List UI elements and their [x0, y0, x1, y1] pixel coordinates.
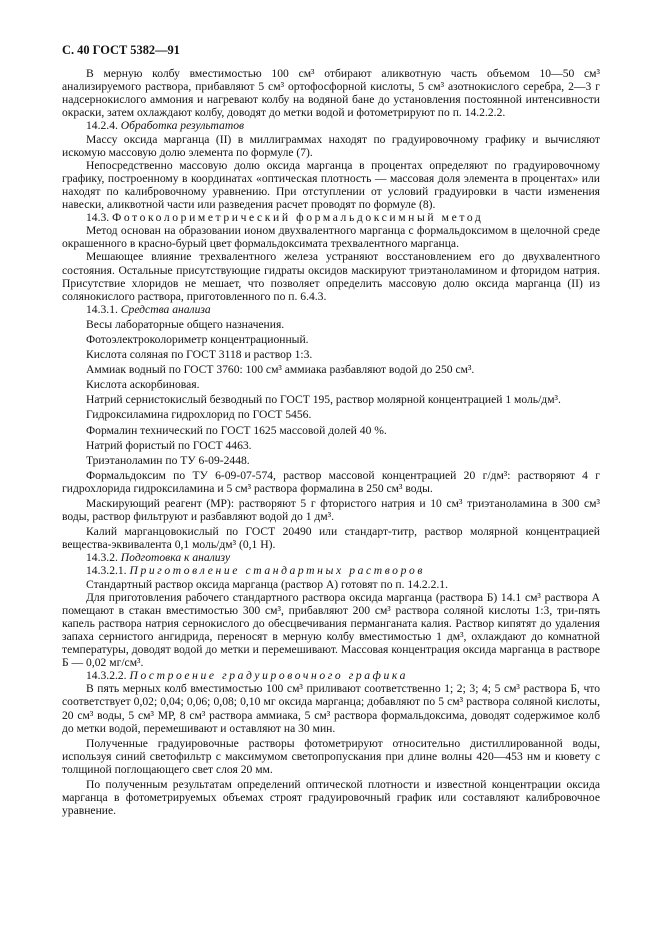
paragraph-method-basis: Метод основан на образовании ионом двухвалентного марганца с формальдоксимом в щелочной среде окрашенного в красно-бурый цвет формальдоксимата трехвалентного марганца.	[62, 224, 600, 251]
section-number: 14.3.	[86, 211, 110, 225]
section-number: 14.3.2.2.	[86, 669, 127, 683]
section-number: 14.3.2.	[86, 551, 118, 565]
list-item: Формальдоксим по ТУ 6-09-07-574, раствор массовой концентрацией 20 г/дм³: растворяют 4 г гидрохлорида гидроксиламина и 5 см³ раствора формалина в 250 см³ воды.	[62, 468, 600, 495]
document-page	[62, 44, 600, 817]
list-item: Маскирующий реагент (МР): растворяют 5 г фтористого натрия и 10 см³ триэтаноламина в 300 см³ воды, раствор фильтруют и разбавляют водой до 1 дм³.	[62, 497, 600, 524]
section-14-2-4-heading	[62, 119, 600, 132]
list-item: Фотоэлектроколориметр концентрационный.	[86, 332, 309, 346]
list-item: Кислота соляная по ГОСТ 3118 и раствор 1:3.	[86, 348, 313, 362]
paragraph-aliquot: В мерную колбу вместимостью 100 см³ отбирают аликвотную часть объемом 10—50 см³ анализируемого раствора, прибавляют 5 см³ ортофосфорной кислоты, 5 см³ азотнокислого серебра, 2—3 г надсернокислого аммония и нагревают колбу на водяной бане до установления постоянной интенсивности окраски, затем охлаждают колбу, доводят до метки водой и фотометрируют по п. 14.2.2.2.	[62, 67, 600, 120]
list-item: Весы лабораторные общего назначения.	[86, 317, 285, 331]
section-title: Обработка результатов	[120, 119, 245, 133]
list-item: Калий марганцовокислый по ГОСТ 20490 или стандарт-титр, раствор молярной концентрацией вещества-эквивалента 0,1 моль/дм³ (0,1 Н).	[62, 525, 600, 552]
paragraph-photometry: Полученные градуировочные растворы фотометрируют относительно дистиллированной воды, используя синий светофильтр с максимумом светопропускания при длине волны 420—453 нм и кювету с толщиной поглощающего свет слоя 20 мм.	[62, 736, 600, 776]
section-title: Построение градуировочного графика	[129, 669, 409, 683]
list-item: Гидроксиламина гидрохлорид по ГОСТ 5456.	[86, 408, 312, 422]
section-14-3-2-1-heading	[62, 564, 600, 577]
paragraph-calibration-flasks: В пять мерных колб вместимостью 100 см³ приливают соответственно 1; 2; 3; 4; 5 см³ раствора Б, что соответствует 0,02; 0,04; 0,06; 0,08; 0,10 мг оксида марганца; добавляют по 5 см³ раствора соляной кислоты, 20 см³ воды, 5 см³ МР, 8 см³ раствора аммиака, 5 см³ раствора формальдоксима, доводят содержимое колб до метки водой, перемешивают и оставляют на 30 мин.	[62, 682, 600, 735]
list-item: Натрий сернистокислый безводный по ГОСТ 195, раствор молярной концентрацией 1 моль/дм³.	[86, 393, 561, 407]
section-title: Подготовка к анализу	[120, 551, 231, 565]
list-item: Кислота аскорбиновая.	[86, 378, 200, 392]
section-number: 14.3.1.	[86, 302, 118, 316]
paragraph-solution-b: Для приготовления рабочего стандартного раствора оксида марганца (раствора Б) 14.1 см³ раствора А помещают в стакан вместимостью 300 см³, прибавляют 200 см³ раствора соляной кислоты 1:3, три-пять капель раствора натрия сернокислого до обесцвечивания перманганата калия. Раствор кипятят до удаления запаха сернистого ангидрида, переносят в мерную колбу вместимостью 1 дм³, охлаждают до комнатной температуры, доводят водой до метки и перемешивают. Массовая концентрация оксида марганца в растворе Б — 0,02 мг/см³.	[62, 590, 600, 670]
section-title: Фотоколориметрический формальдоксимный метод	[112, 211, 484, 225]
paragraph-mass-fraction: Непосредственно массовую долю оксида марганца в процентах определяют по градуировочному графику, построенному в координатах «оптическая плотность — массовая доля элемента в процентах» или находят по калибровочному уравнению. При отступлении от условий градуировки в части изменения навески, аликвотной части или разведения расчет проводят по формуле (8).	[62, 158, 600, 212]
section-number: 14.2.4.	[86, 119, 118, 133]
list-item: Аммиак водный по ГОСТ 3760: 100 см³ аммиака разбавляют водой до 250 см³.	[86, 363, 475, 377]
section-title: Приготовление стандартных растворов	[129, 564, 426, 578]
section-14-3-2-heading	[62, 551, 600, 564]
list-item: Триэтаноламин по ТУ 6-09-2448.	[86, 453, 250, 467]
list-item: Натрий фористый по ГОСТ 4463.	[86, 438, 252, 452]
paragraph-calibration-graph: По полученным результатам определений оптической плотности и известной концентрации оксида марганца в фотометрируемых объемах строят градуировочный график или составляют калибровочное уравнение.	[62, 777, 600, 818]
list-item: Формалин технический по ГОСТ 1625 массовой долей 40 %.	[86, 423, 387, 437]
section-14-3-1-heading	[62, 303, 600, 316]
section-14-3-2-2-heading	[62, 669, 600, 682]
section-number: 14.3.2.1.	[86, 564, 127, 578]
paragraph-interference: Мешающее влияние трехвалентного железа устраняют восстановлением его до двухвалентного состояния. Остальные присутствующие гидраты оксидов маскируют триэтаноламином и фторидом натрия. Присутствие хлоридов не мешает, что позволяет определить массовую долю оксида марганца (II) из солянокислого раствора, приготовленного по п. 6.4.3.	[62, 250, 600, 303]
page-header: С. 40 ГОСТ 5382—91	[62, 43, 180, 57]
section-title: Средства анализа	[120, 302, 211, 316]
section-14-3-heading	[62, 211, 600, 224]
paragraph-mass-calculation: Массу оксида марганца (II) в миллиграммах находят по градуировочному графику и вычисляют искомую массовую долю элемента по формуле (7).	[62, 132, 600, 159]
paragraph-solution-a: Стандартный раствор оксида марганца (раствор А) готовят по п. 14.2.2.1.	[86, 577, 448, 591]
